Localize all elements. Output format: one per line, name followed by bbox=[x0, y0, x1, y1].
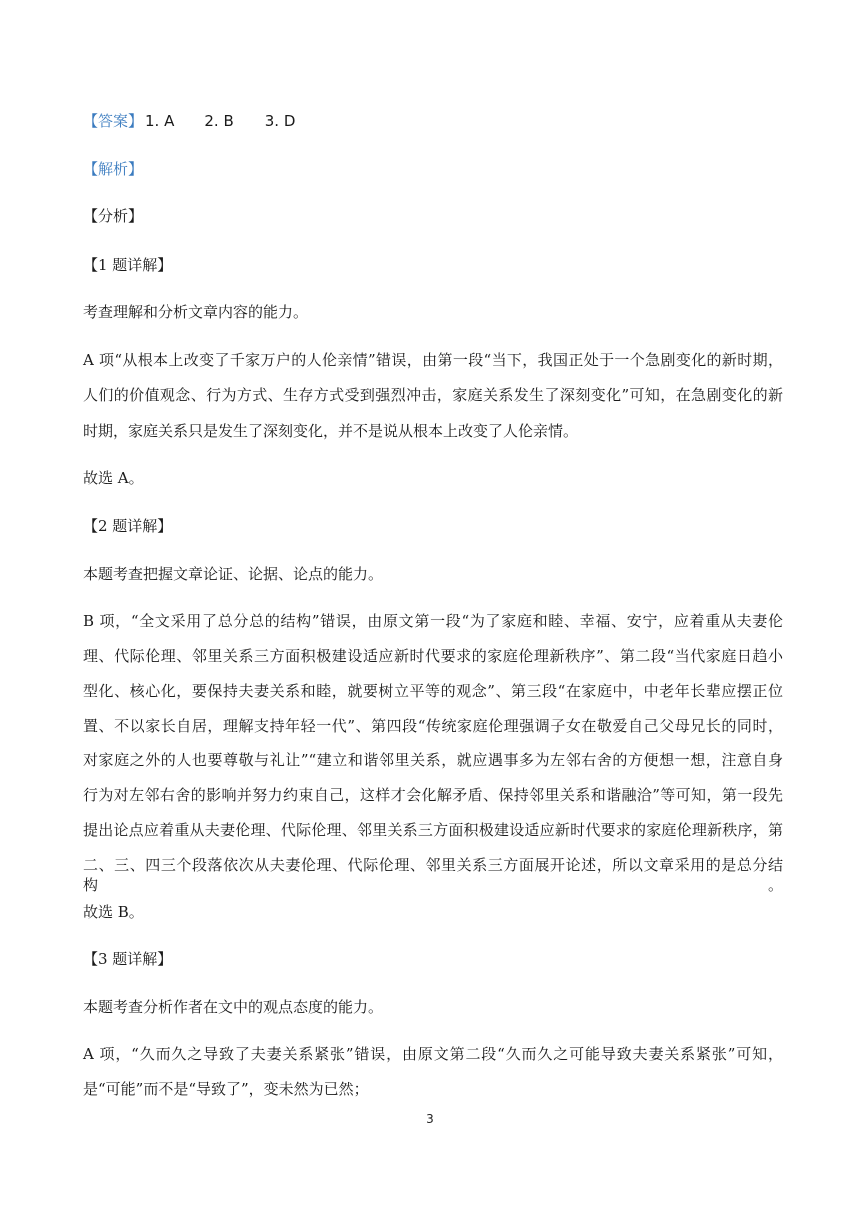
q1-intro: 考查理解和分析文章内容的能力。 bbox=[83, 303, 309, 321]
analysis-label: 【解析】 bbox=[83, 160, 144, 178]
q3-body-line: A 项，“久而久之导致了夫妻关系紧张”错误，由原文第二段“久而久之可能导致夫妻关系紧张”可知， bbox=[83, 1045, 783, 1063]
q1-body-line: A 项“从根本上改变了千家万户的人伦亲情”错误，由第一段“当下，我国正处于一个急剧变化的新时期， bbox=[83, 351, 783, 369]
q2-body-line: 二、三、四三个段落依次从夫妻伦理、代际伦理、邻里关系三方面展开论述，所以文章采用的是总分结构。 bbox=[83, 856, 783, 894]
page-number: 3 bbox=[426, 1112, 434, 1126]
q3-body-line: 是“可能”而不是“导致了”，变未然为已然； bbox=[83, 1080, 369, 1098]
answer-item: 3. D bbox=[264, 112, 296, 130]
q3-heading: 【3 题详解】 bbox=[83, 950, 173, 968]
q1-body-line: 时期，家庭关系只是发生了深刻变化，并不是说从根本上改变了人伦亲情。 bbox=[83, 422, 579, 440]
q2-body-line: 理、代际伦理、邻里关系三方面积极建设适应新时代要求的家庭伦理新秩序”、第二段“当代家庭日趋小 bbox=[83, 647, 783, 665]
q2-body-line: 行为对左邻右舍的影响并努力约束自己，这样才会化解矛盾、保持邻里关系和谐融洽”等可知，第一段先 bbox=[83, 786, 783, 804]
q1-body-line: 人们的价值观念、行为方式、生存方式受到强烈冲击，家庭关系发生了深刻变化”可知，在急剧变化的新 bbox=[83, 386, 783, 404]
answer-label: 【答案】 bbox=[83, 112, 144, 130]
q2-body-line: 型化、核心化，要保持夫妻关系和睦，就要树立平等的观念”、第三段“在家庭中，中老年长辈应摆正位 bbox=[83, 682, 783, 700]
answer-item: 1. A bbox=[145, 112, 175, 130]
q2-body-line: 对家庭之外的人也要尊敬与礼让”“建立和谐邻里关系，就应遇事多为左邻右舍的方便想一想，注意自身 bbox=[83, 751, 783, 769]
q1-conclusion: 故选 A。 bbox=[83, 469, 144, 487]
answer-item: 2. B bbox=[204, 112, 234, 130]
answer-line bbox=[83, 111, 783, 131]
q2-body-line: B 项，“全文采用了总分总的结构”错误，由原文第一段“为了家庭和睦、幸福、安宁，应着重从夫妻伦 bbox=[83, 612, 783, 630]
q2-conclusion: 故选 B。 bbox=[83, 903, 144, 921]
q1-heading: 【1 题详解】 bbox=[83, 256, 173, 274]
q2-heading: 【2 题详解】 bbox=[83, 517, 173, 535]
q2-intro: 本题考查把握文章论证、论据、论点的能力。 bbox=[83, 565, 384, 583]
q2-body-line: 提出论点应着重从夫妻伦理、代际伦理、邻里关系三方面积极建设适应新时代要求的家庭伦理新秩序，第 bbox=[83, 821, 783, 839]
q3-intro: 本题考查分析作者在文中的观点态度的能力。 bbox=[83, 998, 384, 1016]
fenxi-label: 【分析】 bbox=[83, 207, 144, 225]
q2-body-line: 置、不以家长自居，理解支持年轻一代”、第四段“传统家庭伦理强调子女在敬爱自己父母兄长的同时， bbox=[83, 717, 783, 735]
